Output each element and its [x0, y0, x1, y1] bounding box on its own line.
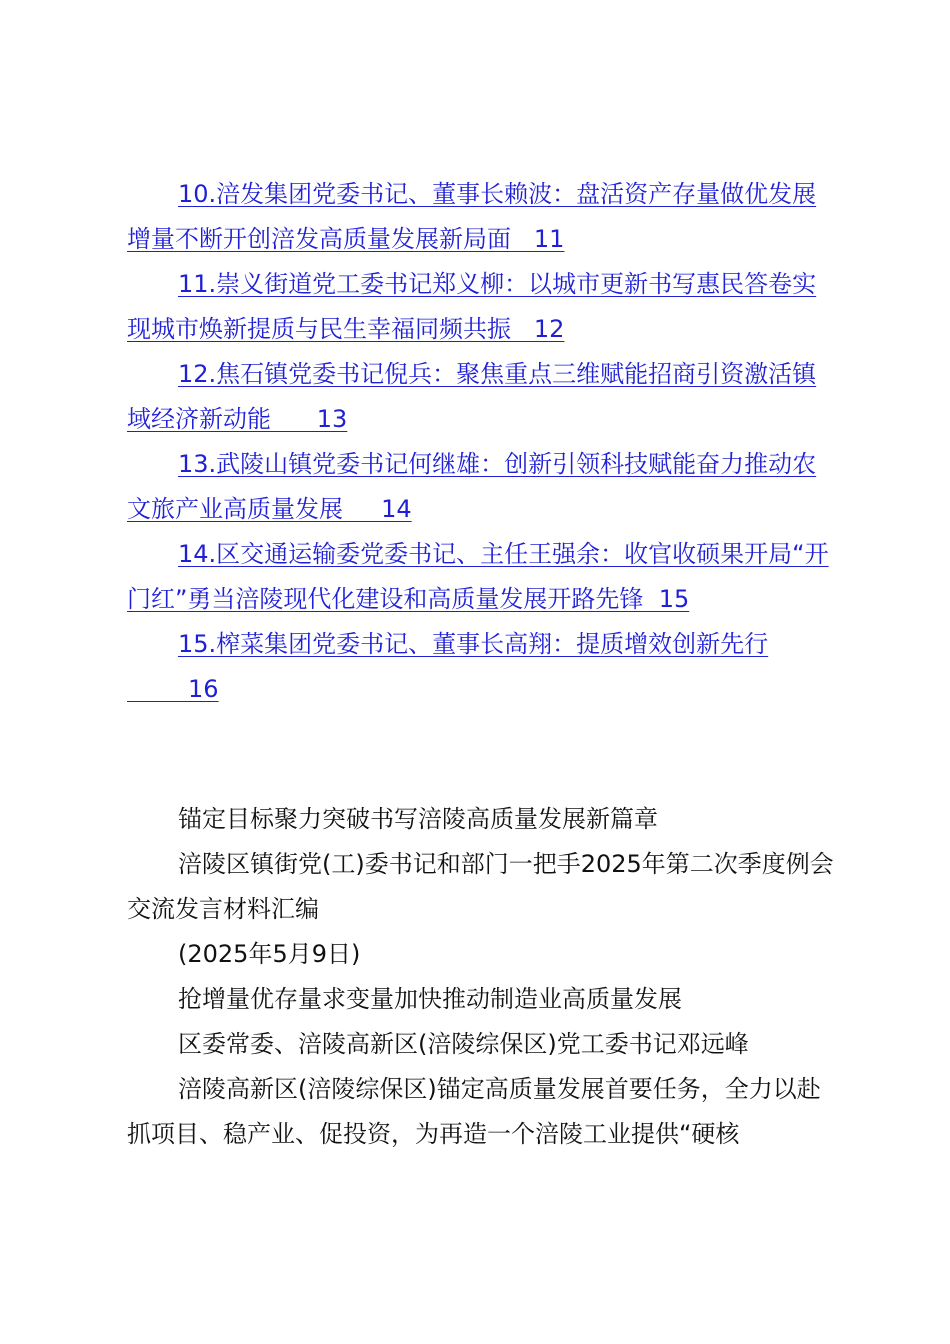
toc-entry[interactable]: [127, 172, 837, 262]
toc-entry[interactable]: [127, 532, 837, 622]
toc-entry-title: 10.涪发集团党委书记、董事长赖波：盘活资产存量做优发展增量不断开创涪发高质量发展新局面: [127, 180, 817, 253]
toc-entry-page-number: 13: [271, 405, 348, 433]
toc-entry[interactable]: [127, 352, 837, 442]
document-date: (2025年5月9日): [178, 940, 361, 968]
toc-entry-page-number: 15: [643, 585, 690, 613]
body-paragraph: 涪陵高新区(涪陵综保区)锚定高质量发展首要任务，全力以赴抓项目、稳产业、促投资，为再造一个涪陵工业提供“硬核: [127, 1075, 821, 1148]
toc-entry[interactable]: [127, 622, 837, 712]
section-author: 区委常委、涪陵高新区(涪陵综保区)党工委书记邓远峰: [178, 1030, 749, 1058]
toc-entry-title: 13.武陵山镇党委书记何继雄：创新引领科技赋能奋力推动农文旅产业高质量发展: [127, 450, 817, 523]
toc-entry-page-number: 14: [343, 495, 412, 523]
document-body: [127, 797, 837, 1157]
toc-entry-page-number: 12: [511, 315, 565, 343]
table-of-contents: [127, 172, 837, 712]
toc-entry-title: 12.焦石镇党委书记倪兵：聚焦重点三维赋能招商引资激活镇域经济新动能: [127, 360, 817, 433]
toc-entry-page-number: 11: [511, 225, 565, 253]
toc-entry-page-number: 16: [127, 675, 219, 703]
document-subheading: 涪陵区镇街党(工)委书记和部门一把手2025年第二次季度例会交流发言材料汇编: [127, 850, 834, 923]
toc-entry-title: 15.榨菜集团党委书记、董事长高翔：提质增效创新先行: [178, 630, 769, 658]
toc-entry-title: 14.区交通运输委党委书记、主任王强余：收官收硕果开局“开门红”勇当涪陵现代化建设和高质量发展开路先锋: [127, 540, 829, 613]
toc-entry-title: 11.崇义街道党工委书记郑义柳：以城市更新书写惠民答卷实现城市焕新提质与民生幸福同频共振: [127, 270, 817, 343]
document-heading: 锚定目标聚力突破书写涪陵高质量发展新篇章: [178, 805, 658, 833]
section-title: 抢增量优存量求变量加快推动制造业高质量发展: [178, 985, 682, 1013]
toc-entry[interactable]: [127, 262, 837, 352]
toc-entry[interactable]: [127, 442, 837, 532]
